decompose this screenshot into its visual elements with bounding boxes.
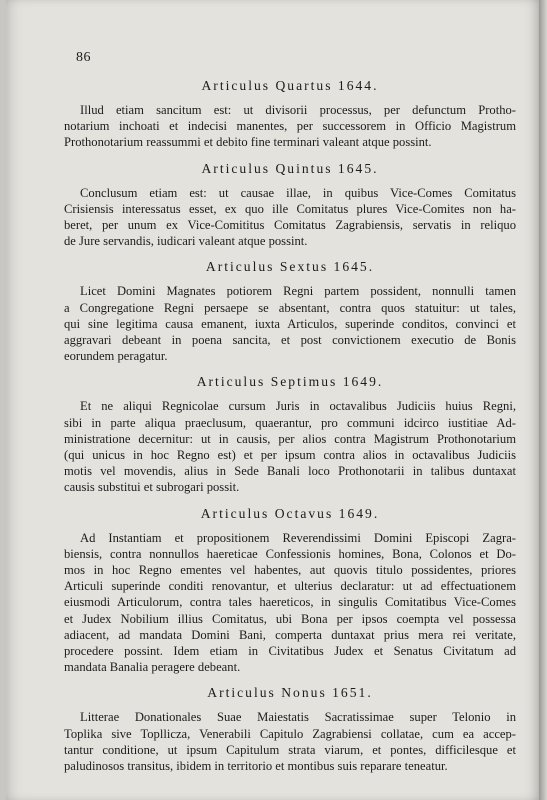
article-section: [64, 506, 516, 676]
page-edge: [539, 0, 547, 800]
text-line: eorundem peragatur.: [64, 349, 168, 364]
text-line: Litterae Donationales Suae Maiestatis Sacratissimae super Telonio in: [80, 710, 516, 725]
page-number: 86: [76, 50, 91, 65]
text-line: mos in hoc Regno ementes vel habentes, aut quovis titulo possidentes, priores: [64, 563, 516, 578]
text-line: Articuli superinde conditi renovantur, et ulterius declaratur: ut ad effectuationem: [64, 579, 516, 594]
text-line: eiusmodi Articulorum, contra tales haereticos, in singulis Comitatibus Vice-Comes: [64, 595, 516, 610]
article-section: [64, 161, 516, 250]
article-section: [64, 78, 516, 151]
text-line: Et ne aliqui Regnicolae cursum Juris in octavalibus Judiciis huius Regni,: [80, 399, 516, 414]
text-line: notarium inchoati et indecisi manentes, per successorem in Officio Magistrum: [64, 119, 516, 134]
article-paragraph: [64, 398, 516, 495]
text-line: Licet Domini Magnates potiorem Regni partem possident, nonnulli tamen: [80, 284, 516, 299]
text-line: causis substitui et subrogari possit.: [64, 480, 240, 495]
text-line: procedere possint. Idem etiam in Civitatibus Judex et Senatus Civitatum ad: [64, 644, 516, 659]
text-line: Illud etiam sancitum est: ut divisorii processus, per defunctum Protho-: [80, 103, 516, 117]
text-line: Crisiensis interessatus esset, ex quo ille Comitatus plures Vice-Comites non ha-: [64, 201, 516, 216]
text-line: biensis, contra nonnullos haereticae Confessionis homines, Bona, Colonos et Do-: [64, 546, 516, 561]
article-heading: Articulus Quartus 1644.: [201, 78, 379, 93]
text-line: adiacent, ad mandata Domini Bani, comperta duntaxat prius mera rei veritate,: [64, 627, 516, 642]
text-line: paludinosos transitus, ibidem in territorio et montibus suis reparare teneatur.: [64, 759, 448, 774]
article-heading: Articulus Nonus 1651.: [207, 685, 373, 701]
article-paragraph: [64, 530, 516, 676]
text-line: motis vel movendis, alius in Sede Banali loco Prothonotarii in talibus duntaxat: [64, 464, 516, 479]
text-line: aggravari debeant in poena sancita, et post convictionem executio de Bonis: [64, 333, 516, 348]
text-line: mandata Banalia peragere debeant.: [64, 660, 241, 675]
text-line: a Congregatione Regni persaepe se absentant, contra quos statuitur: ut tales,: [64, 300, 516, 315]
text-line: Conclusum etiam est: ut causae illae, in quibus Vice-Comes Comitatus: [80, 185, 516, 200]
article-heading: Articulus Septimus 1649.: [196, 374, 384, 390]
article-section: [64, 374, 516, 495]
article-heading: Articulus Quintus 1645.: [201, 160, 379, 176]
document-body: [64, 68, 516, 782]
text-line: (qui unicus in hoc Regno est) et per ipsum contra alios in octavalibus Judiciis: [64, 448, 516, 463]
text-line: de Jure servandis, iudicari valeant atque possint.: [64, 234, 308, 249]
article-paragraph: [64, 185, 516, 250]
text-line: sibi in parte aliqua praeclusum, quaerantur, pro communi idcirco iustitiae Ad-: [64, 415, 516, 430]
text-line: et Judex Nobilium illius Comitatus, ubi Bona per ipsos coempta vel possessa: [64, 611, 516, 626]
article-heading: Articulus Sextus 1645.: [205, 259, 375, 275]
article-section: [64, 259, 516, 364]
article-section: [64, 685, 516, 774]
text-line: Toplika sive Topllicza, Venerabili Capitulo Zagrabiensi collatae, cum ea accep-: [64, 726, 516, 741]
article-paragraph: [64, 709, 516, 774]
article-heading: Articulus Octavus 1649.: [200, 505, 380, 521]
document-page: [6, 0, 539, 800]
article-paragraph: [64, 102, 516, 151]
text-line: Prothonotarium reassummi et debito fine terminari valeant atque possint.: [64, 135, 432, 150]
article-paragraph: [64, 283, 516, 364]
text-line: Ad Instantiam et propositionem Reverendissimi Domini Episcopi Zagra-: [80, 530, 516, 545]
text-line: tantur conditione, ut ipsum Capitulum strata viarum, et pontes, difficilesque et: [64, 742, 516, 757]
text-line: qui sine legitima causa emanent, iuxta Articulos, superinde conditos, convinci et: [64, 316, 516, 331]
text-line: beret, per unum ex Vice-Comititus Comitatus Zagrabiensis, servatis in reliquo: [64, 218, 516, 233]
text-line: ministratione decernitur: ut in causis, per alios contra Magistrum Prothonotarium: [64, 431, 516, 446]
